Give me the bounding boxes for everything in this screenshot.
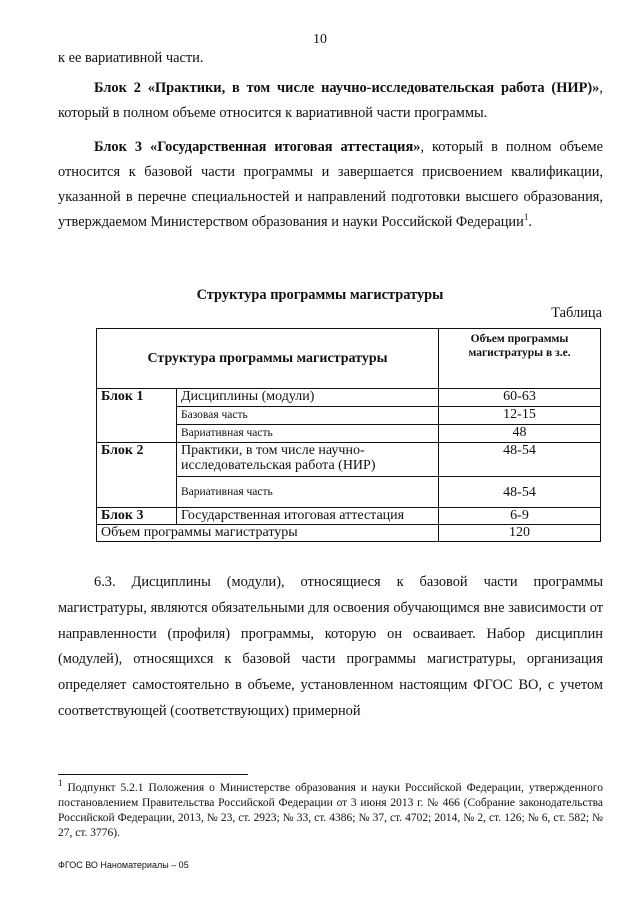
block2-title: Практики, в том числе научно-исследовательская работа (НИР) xyxy=(177,443,439,477)
block1-base-value: 12-15 xyxy=(439,407,601,425)
block1-var-label: Вариативная часть xyxy=(177,425,439,443)
header-volume: Объем программы магистратуры в з.е. xyxy=(439,329,601,389)
program-structure-table xyxy=(96,328,601,542)
paragraph-block3 xyxy=(58,135,603,235)
table-row-total xyxy=(97,525,601,542)
block2-label: Блок 2 xyxy=(97,443,177,508)
paragraph-6-3: 6.3. Дисциплины (модули), относящиеся к базовой части программы магистратуры, являются обязательными для освоения обучающимся вне зависимости от направленности (профиля) программы, которую он осваивает. Набор дисциплин (модулей), относящихся к базовой части программы магистратуры, организация определяет самостоятельно в объеме, установленном настоящим ФГОС ВО, с учетом соответствующей (соответствующих) примерной xyxy=(58,574,603,719)
block1-value: 60-63 xyxy=(439,389,601,407)
page-footer: ФГОС ВО Наноматериалы – 05 xyxy=(58,860,189,870)
block2-var-label: Вариативная часть xyxy=(177,477,439,508)
block2-heading: Блок 2 «Практики, в том числе научно-исследовательская работа (НИР)» xyxy=(94,80,600,96)
block3-title: Государственная итоговая аттестация xyxy=(177,508,439,525)
block2-var-value: 48-54 xyxy=(439,477,601,508)
block3-value: 6-9 xyxy=(439,508,601,525)
footnote-mark: 1 xyxy=(58,778,63,789)
total-label: Объем программы магистратуры xyxy=(97,525,439,542)
block3-label: Блок 3 xyxy=(97,508,177,525)
block1-base-label: Базовая часть xyxy=(177,407,439,425)
table-header-row xyxy=(97,329,601,389)
table-row xyxy=(97,508,601,525)
paragraph-block2 xyxy=(58,76,603,126)
table-row xyxy=(97,389,601,407)
footnote xyxy=(58,778,603,841)
footnote-text: Подпункт 5.2.1 Положения о Министерстве образования и науки Российской Федерации, утвержденного постановлением Правительства Российской Федерации от 3 июня 2013 г. № 466 (Собрание законодательства Российской Федерации, 2013, № 23, ст. 2923; № 33, ст. 4386; № 37, ст. 4702; 2014, № 2, ст. 126; № 6, ст. 582; № 27, ст. 3776). xyxy=(58,782,603,839)
table-row xyxy=(97,443,601,477)
block2-value: 48-54 xyxy=(439,443,601,477)
page-number: 10 xyxy=(313,32,327,47)
total-value: 120 xyxy=(439,525,601,542)
paragraph-intro: к ее вариативной части. xyxy=(58,50,204,66)
block3-heading: Блок 3 «Государственная итоговая аттестация» xyxy=(94,139,421,155)
block1-var-value: 48 xyxy=(439,425,601,443)
table-label: Таблица xyxy=(551,305,602,321)
table-caption: Структура программы магистратуры xyxy=(196,287,444,303)
block2-text: , который в полном объеме относится к вариативной части программы. xyxy=(58,80,603,121)
block1-label: Блок 1 xyxy=(97,389,177,443)
header-structure: Структура программы магистратуры xyxy=(97,329,439,389)
block1-title: Дисциплины (модули) xyxy=(177,389,439,407)
footnote-reference: 1 xyxy=(523,212,529,223)
block3-end: . xyxy=(528,214,532,230)
block3-text: , который в полном объеме относится к базовой части программы и завершается присвоением квалификации, указанной в перечне специальностей и направлений подготовки высшего образования, утверждаемом Министерством образования и науки Российской Федерации xyxy=(58,139,603,230)
footnote-divider xyxy=(58,774,248,775)
